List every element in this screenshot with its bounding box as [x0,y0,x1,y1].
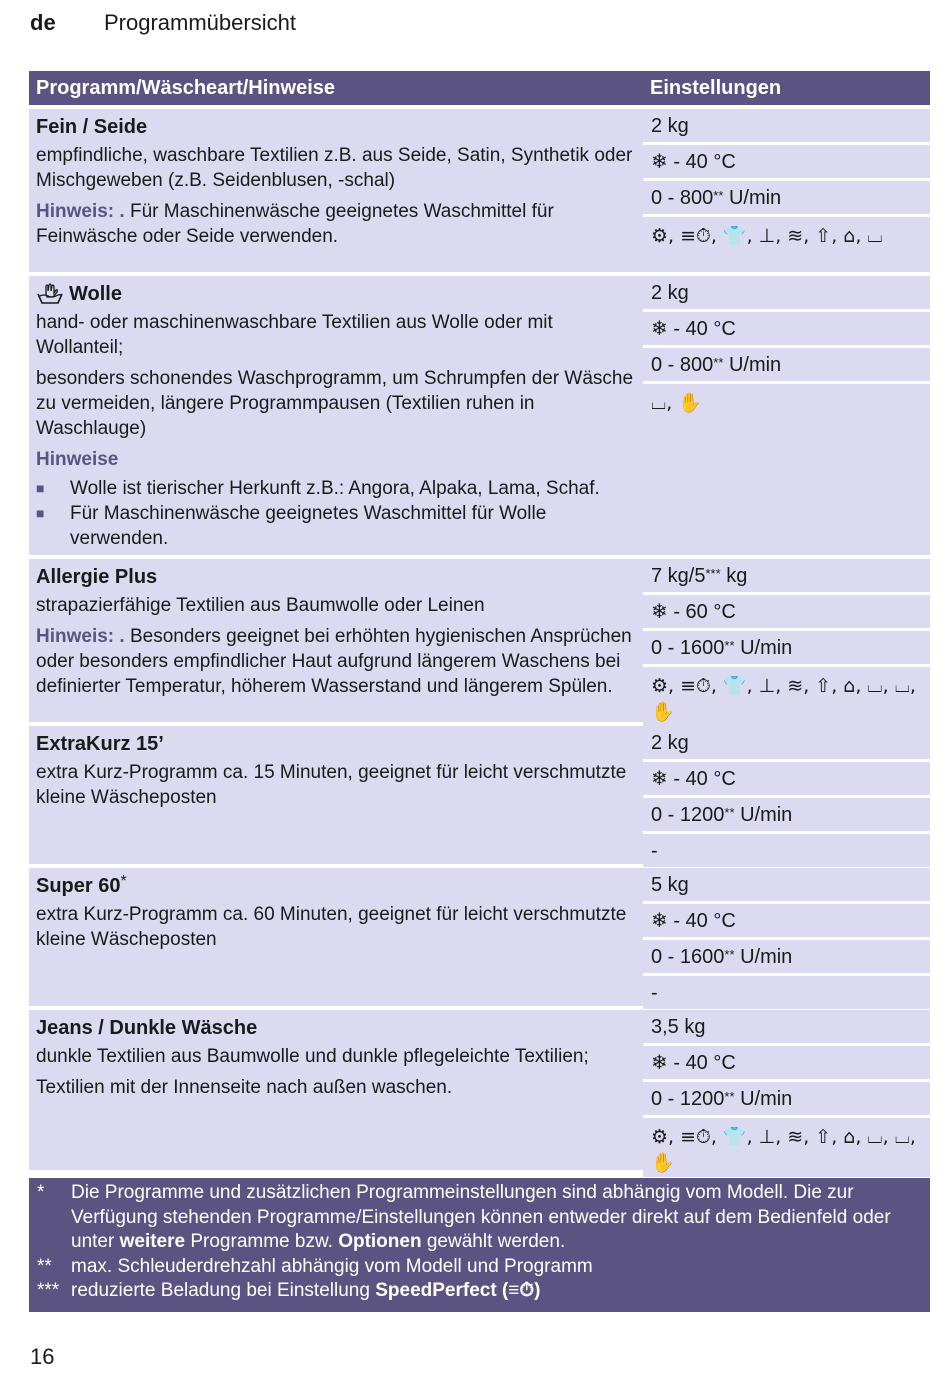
program-footnote-mark: * [120,873,127,890]
footnote [37,1279,920,1304]
table-row [29,726,930,864]
max-load: 2 kg [643,109,930,142]
program-name: Super 60 [36,875,121,897]
program-name: Fein / Seide [36,116,148,138]
care-symbols-icon: ⚙, ≡⏱, 👕, ⊥, ≋, ⇧, ⌂, ⌴, ⌴, ✋ [651,675,916,723]
spin-value: 0 - 1200 [651,804,725,826]
max-load: 2 kg [643,726,930,759]
program-name: Wolle [69,283,122,305]
program-name: Jeans / Dunkle Wäsche [36,1017,258,1039]
max-load: 5 kg [643,868,930,901]
hint-text: Für Maschinenwäsche geeignetes Waschmittel für Feinwäsche oder Seide verwenden. [36,201,554,247]
program-cell [29,1010,643,1170]
option-icons [643,1118,930,1177]
option-icons [643,217,930,272]
spin-footnote-mark: ** [713,188,724,203]
hint-text: Besonders geeignet bei erhöhten hygienischen Ansprüchen oder besonders empfindlicher Haut aufgrund längerem Waschens bei definierter Temperatur, höherem Wasserstand und längerem Spülen. [36,626,632,697]
care-symbols-icon: ⚙, ≡⏱, 👕, ⊥, ≋, ⇧, ⌂, ⌴, ⌴, ✋ [651,1126,916,1174]
temperature-range: ❄ - 60 °C [643,595,930,628]
program-description: extra Kurz-Programm ca. 15 Minuten, geeignet für leicht verschmutzte kleine Wäscheposten [36,762,627,808]
table-row [29,1010,930,1174]
hint-label: Hinweise [36,449,119,470]
list-item-text: Für Maschinenwäsche geeignetes Waschmittel für Wolle verwenden. [70,503,547,549]
table-row [29,276,930,555]
program-cell [29,868,643,1006]
footnote-text [71,1181,920,1255]
hint-label: Hinweis: . [36,626,125,647]
program-description: extra Kurz-Programm ca. 60 Minuten, geeignet für leicht verschmutzte kleine Wäscheposten [36,904,627,950]
program-table [29,71,930,1174]
program-hint [36,447,635,472]
footnote-text-part: gewählt werden. [421,1231,566,1252]
spin-unit: U/min [723,187,782,209]
settings-cell [643,559,930,722]
program-description: strapazierfähige Textilien aus Baumwolle oder Leinen [36,595,485,616]
program-hint [36,624,635,699]
page-number: 16 [30,1344,55,1369]
footnote [37,1255,920,1280]
page-title: Programmübersicht [104,10,296,35]
option-icons [643,384,930,555]
spin-range [643,940,930,973]
footnote-emphasis: (≡⏱) [496,1280,541,1301]
footnote-text-part: Die Programme und zusätzlichen Programmeinstellungen sind abhängig vom Modell. Die zur Verfügung stehenden Programme/Einstellungen können entweder direkt auf dem Bedienfeld oder unter [71,1182,891,1252]
spin-range [643,348,930,381]
temperature-range: ❄ - 40 °C [643,312,930,345]
column-header-settings: Einstellungen [650,77,782,99]
program-description: Textilien mit der Innenseite nach außen waschen. [36,1077,453,1098]
footnote-text-part: reduzierte Beladung bei Einstellung [71,1280,376,1301]
program-description: dunkle Textilien aus Baumwolle und dunkle pflegeleichte Textilien; [36,1046,589,1067]
spin-footnote-mark: ** [724,805,735,820]
temperature-range: ❄ - 40 °C [643,904,930,937]
max-load: 3,5 kg [643,1010,930,1043]
program-description: besonders schonendes Waschprogramm, um Schrumpfen der Wäsche zu vermeiden, längere Programmpausen (Textilien ruhen in Waschlauge) [36,368,634,439]
spin-unit: U/min [734,1088,793,1110]
option-icons: - [643,834,930,867]
settings-cell [643,1010,930,1174]
option-icons: - [643,976,930,1009]
program-description: empfindliche, waschbare Textilien z.B. aus Seide, Satin, Synthetik oder Mischgeweben (z.B. Seidenblusen, -schal) [36,145,633,191]
table-row [29,868,930,1006]
list-item [36,501,635,551]
bullet-square-icon: ■ [36,505,45,521]
footnote-emphasis: Optionen [338,1231,422,1252]
spin-range [643,181,930,214]
spin-value: 0 - 800 [651,354,714,376]
footnote-emphasis: SpeedPerfect [375,1280,497,1301]
program-cell [29,559,643,722]
list-item-text: Wolle ist tierischer Herkunft z.B.: Angora, Alpaka, Lama, Schaf. [70,478,600,499]
load-footnote-mark: *** [705,566,721,581]
program-hint [36,199,635,249]
program-name: ExtraKurz 15’ [36,733,164,755]
footnote-text: max. Schleuderdrehzahl abhängig vom Modell und Programm [71,1255,593,1277]
settings-cell [643,726,930,864]
spin-footnote-mark: ** [724,947,735,962]
footnote-mark: *** [37,1280,60,1301]
spin-value: 0 - 1200 [651,1088,725,1110]
load-value: 7 kg/5 [651,565,706,587]
bullet-square-icon: ■ [36,480,45,496]
settings-cell [643,109,930,272]
spin-range [643,798,930,831]
load-unit: kg [720,565,748,587]
max-load: 2 kg [643,276,930,309]
spin-unit: U/min [734,804,793,826]
footnote-text [71,1279,541,1304]
program-cell [29,109,643,272]
temperature-range: ❄ - 40 °C [643,1046,930,1079]
hint-label: Hinweis: . [36,201,125,222]
spin-footnote-mark: ** [724,638,735,653]
program-name-row [36,278,635,310]
table-row [29,109,930,272]
temperature-range: ❄ - 40 °C [643,145,930,178]
spin-value: 0 - 800 [651,187,714,209]
table-row [29,559,930,722]
footnote-mark: * [37,1182,45,1203]
settings-cell [643,868,930,1006]
program-name-row [36,870,635,902]
program-name: Allergie Plus [36,566,158,588]
footnotes [29,1178,930,1312]
spin-unit: U/min [734,946,793,968]
care-symbols-icon: ⚙, ≡⏱, 👕, ⊥, ≋, ⇧, ⌂, ⌴ [651,225,883,247]
settings-cell [643,276,930,555]
option-icons [643,667,930,726]
spin-range [643,631,930,664]
spin-footnote-mark: ** [724,1089,735,1104]
program-description: hand- oder maschinenwaschbare Textilien aus Wolle oder mit Wollanteil; [36,312,553,358]
spin-unit: U/min [723,354,782,376]
max-load [643,559,930,592]
list-item [36,476,635,501]
program-cell [29,276,643,555]
spin-range [643,1082,930,1115]
footnote-emphasis: weitere [119,1231,186,1252]
spin-value: 0 - 1600 [651,946,725,968]
footnote-mark: ** [37,1255,52,1277]
temperature-range: ❄ - 40 °C [643,762,930,795]
column-header-program: Programm/Wäscheart/Hinweise [36,77,335,99]
spin-footnote-mark: ** [713,355,724,370]
care-symbols-icon: ⌴, ✋ [651,392,702,414]
spin-unit: U/min [734,637,793,659]
footnote [37,1181,920,1255]
spin-value: 0 - 1600 [651,637,725,659]
hand-wash-icon [36,282,64,306]
table-header [29,71,930,105]
footnote-text-part: Programme bzw. [185,1231,339,1252]
program-cell [29,726,643,864]
language-code: de [30,10,56,35]
